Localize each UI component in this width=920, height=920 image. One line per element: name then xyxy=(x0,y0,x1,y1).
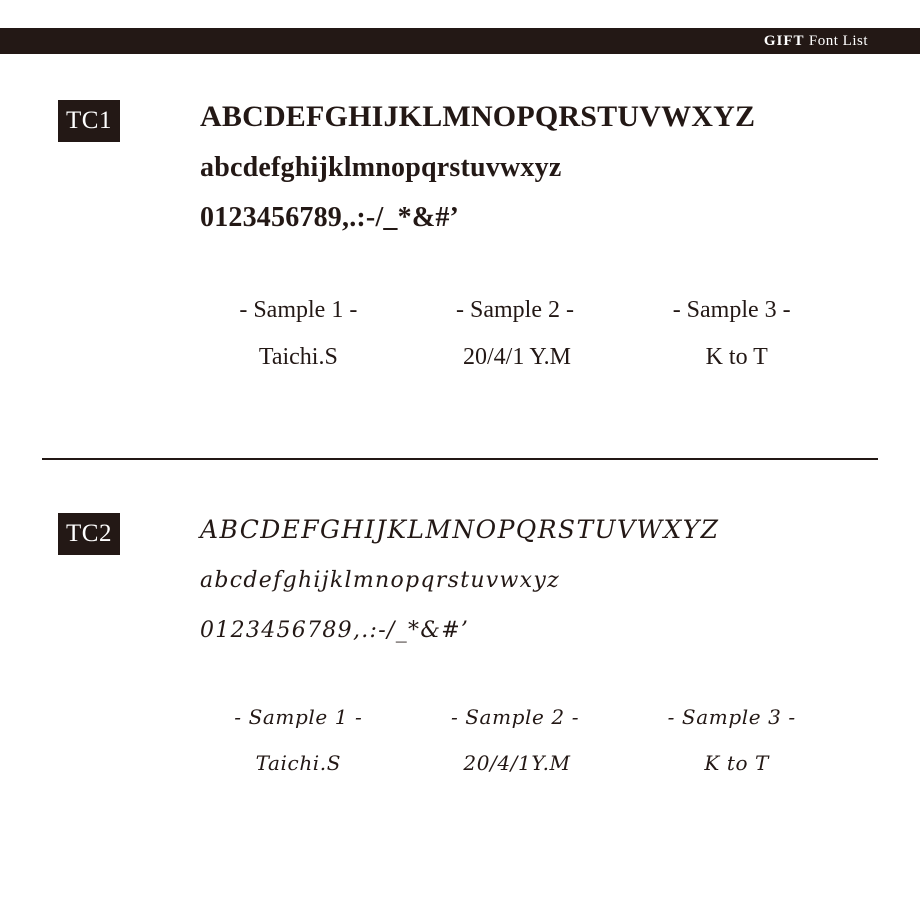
page-title xyxy=(764,33,920,50)
font-tag-badge: TC2 xyxy=(58,513,120,555)
sample-label: - Sample 2 - xyxy=(456,297,574,323)
sample-column xyxy=(407,297,624,371)
sample-label: - Sample 3 - xyxy=(667,705,796,729)
sample-grid xyxy=(190,705,840,775)
glyph-line-lowercase: abcdefghijklmnopqrstuvwxyz xyxy=(200,152,562,183)
glyph-line-lowercase: abcdefghijklmnopqrstuvwxyz xyxy=(200,568,560,593)
glyph-specimen xyxy=(200,505,880,655)
sample-label: - Sample 1 - xyxy=(234,705,363,729)
font-tag-badge: TC1 xyxy=(58,100,120,142)
sample-value: 20/4/1Y.M xyxy=(463,751,571,775)
sample-column xyxy=(623,705,840,775)
sample-grid xyxy=(190,297,840,371)
sample-column xyxy=(190,705,407,775)
sample-value: Taichi.S xyxy=(255,751,342,775)
section-divider xyxy=(42,458,878,460)
glyph-line-uppercase: ABCDEFGHIJKLMNOPQRSTUVWXYZ xyxy=(200,515,720,544)
glyph-line-uppercase: ABCDEFGHIJKLMNOPQRSTUVWXYZ xyxy=(200,100,756,133)
sample-value: Taichi.S xyxy=(258,344,338,370)
sample-label: - Sample 1 - xyxy=(239,297,358,323)
page-title-sub: Font List xyxy=(808,32,868,49)
glyph-line-digits-symbols: 0123456789,.:-/_*&#’ xyxy=(200,202,460,233)
sample-value: K to T xyxy=(704,751,770,775)
header-bar xyxy=(0,28,920,54)
glyph-specimen xyxy=(200,92,880,242)
sample-label: - Sample 2 - xyxy=(450,705,580,729)
sample-column xyxy=(190,297,407,371)
sample-label: - Sample 3 - xyxy=(672,297,791,323)
glyph-line-digits-symbols: 0123456789,.:-/_*&#’ xyxy=(200,618,470,643)
sample-column xyxy=(407,705,624,775)
sample-column xyxy=(623,297,840,371)
page-title-main: GIFT xyxy=(763,32,805,49)
sample-value: K to T xyxy=(705,344,768,370)
sample-value: 20/4/1 Y.M xyxy=(462,344,572,370)
